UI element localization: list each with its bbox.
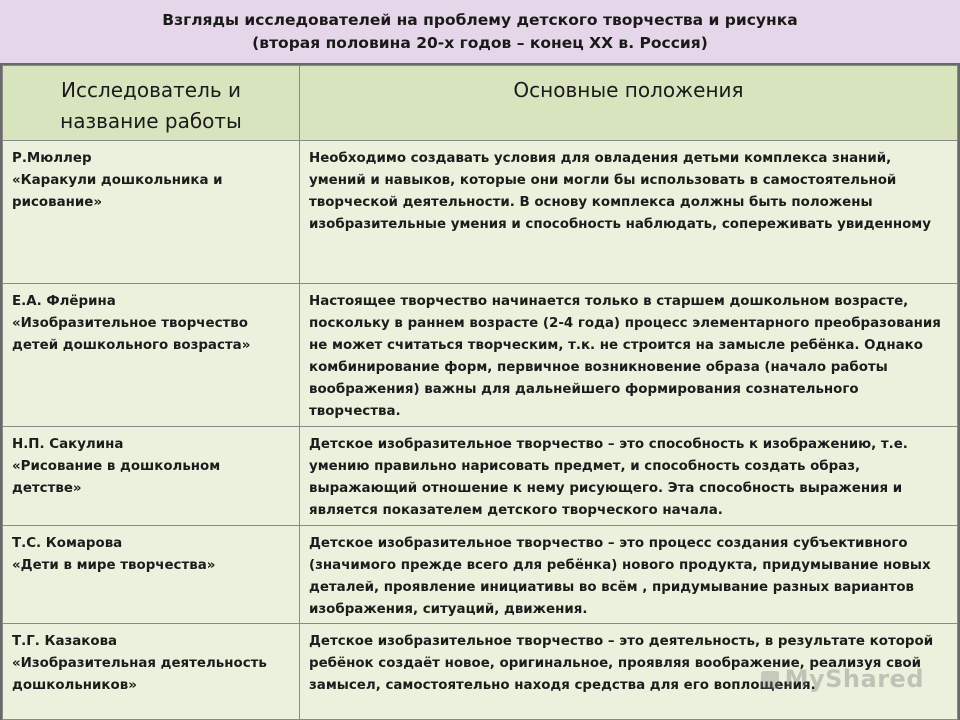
header-researcher: Исследователь и название работы [3,66,300,141]
researcher-name: Т.Г. Казакова [12,634,118,649]
researcher-name: Р.Мюллер [12,151,92,166]
table-row [3,141,958,284]
watermark-text: MyShared [784,665,924,693]
researcher-name: Н.П. Сакулина [12,437,124,452]
researcher-cell [3,141,300,284]
researchers-table-grid [2,65,958,720]
table-row [3,284,958,427]
work-title: «Изобразительная деятельность дошкольников» [12,656,267,693]
work-title: «Рисование в дошкольном детстве» [12,459,221,496]
header-main-points: Основные положения [300,66,958,141]
main-points-cell: Детское изобразительное творчество – это деятельность, в результате которой ребёнок создаёт новое, оригинальное, проявляя воображение, реализуя свой замысел, самостоятельно находя средства для его воплощения. [300,624,958,720]
work-title: «Изобразительное творчество детей дошкольного возраста» [12,316,251,353]
slide-title-line-2: (вторая половина 20-х годов – конец XX в. Россия) [252,34,708,52]
researchers-table [0,63,960,720]
table-row [3,624,958,720]
main-points-cell: Детское изобразительное творчество – это способность к изображению, т.е. умению правильно нарисовать предмет, и способность создать образ, выражающий отношение к нему рисующего. Эта способность выражения и является показателем детского творческого начала. [300,427,958,526]
researcher-cell [3,526,300,624]
table-row [3,526,958,624]
slide-title [0,0,960,62]
researcher-name: Т.С. Комарова [12,536,123,551]
table-header-row [3,66,958,141]
researcher-cell [3,427,300,526]
researcher-name: Е.А. Флёрина [12,294,116,309]
main-points-cell: Настоящее творчество начинается только в старшем дошкольном возрасте, поскольку в раннем возрасте (2-4 года) процесс элементарного преобразования не может считаться творческим, т.к. не строится на замысле ребёнка. Однако комбинирование форм, первичное возникновение образа (начало работы воображения) важны для дальнейшего формирования сознательного творчества. [300,284,958,427]
main-points-cell: Необходимо создавать условия для овладения детьми комплекса знаний, умений и навыков, которые они могли бы использовать в самостоятельной творческой деятельности. В основу комплекса должны быть положены изобразительные умения и способность наблюдать, сопереживать увиденному [300,141,958,284]
work-title: «Дети в мире творчества» [12,558,216,573]
table-row [3,427,958,526]
work-title: «Каракули дошкольника и рисование» [12,173,223,210]
researcher-cell [3,284,300,427]
main-points-cell: Детское изобразительное творчество – это процесс создания субъективного (значимого прежде всего для ребёнка) нового продукта, придумывание новых деталей, проявление инициативы во всём , придумывание разных вариантов изображения, ситуаций, движения. [300,526,958,624]
researcher-cell [3,624,300,720]
slide-title-line-1: Взгляды исследователей на проблему детского творчества и рисунка [162,11,798,29]
